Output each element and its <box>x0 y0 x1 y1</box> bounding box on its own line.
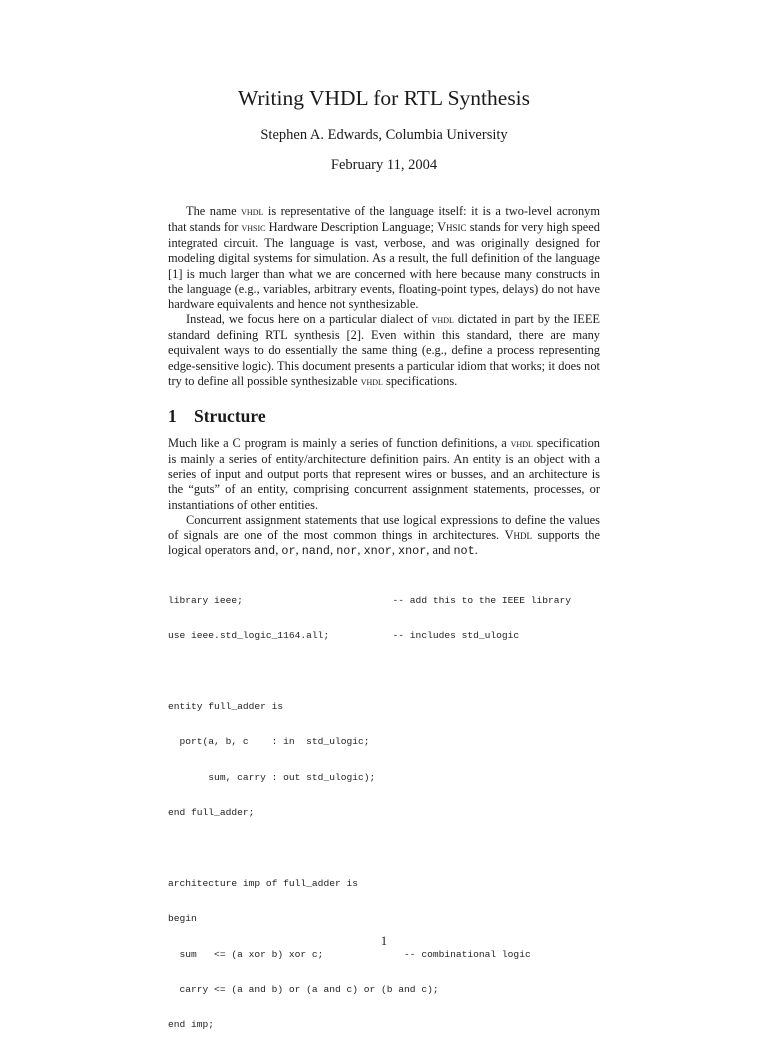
code-line: port(a, b, c : in std_ulogic; <box>168 736 370 748</box>
text-run: specifications. <box>382 373 458 388</box>
code-line: architecture imp of full_adder is <box>168 877 358 889</box>
code-line: library ieee; -- add this to the IEEE library <box>168 594 572 606</box>
introduction <box>168 204 600 390</box>
text-run: supports the logical operators <box>168 527 600 558</box>
code-line: carry <= (a and b) or (a and c) or (b and c); <box>168 983 439 995</box>
acronym-vhdl: Vhdl <box>504 527 533 542</box>
text-run: is representative of the language itself: it is a two-level acronym that stands for <box>168 204 600 235</box>
text-run: . <box>474 543 478 558</box>
code-line: sum, carry : out std_ulogic); <box>168 771 376 783</box>
text-run: Hardware Description Language; <box>265 220 438 235</box>
operator-nor: nor <box>336 544 358 559</box>
section-heading-structure <box>168 405 266 427</box>
text-run: specification is mainly a series of entity/architecture definition pairs. An entity is an object with a series of input and output ports that represent wires or busses, and an architecture is the “guts” of an entity, comprising concurrent assignment statements, processes, or instantiations of other entities. <box>168 436 600 512</box>
code-line: sum <= (a xor b) xor c; -- combinational logic <box>168 948 531 960</box>
text-run: Concurrent assignment statements that use logical expressions to define the values of signals are one of the most common things in architectures. <box>168 512 600 542</box>
code-line: end full_adder; <box>168 806 255 818</box>
structure-paragraph-1 <box>168 436 600 513</box>
intro-paragraph-2 <box>168 312 600 390</box>
acronym-vhdl: vhdl <box>431 314 454 327</box>
code-line <box>168 842 571 854</box>
operator-nand: nand <box>301 544 330 559</box>
text-run: The name <box>186 204 242 218</box>
acronym-vhdl: vhdl <box>241 206 264 218</box>
section-structure-body <box>168 436 600 559</box>
operator-or: or <box>281 544 296 559</box>
text-run: , <box>391 543 399 558</box>
document-page <box>168 0 600 1031</box>
operator-and: and <box>254 544 276 559</box>
intro-paragraph-1 <box>168 204 600 312</box>
acronym-vhdl: vhdl <box>360 375 383 388</box>
text-run: , <box>275 543 282 558</box>
operator-xnor: xnor <box>398 544 427 559</box>
section-title: Structure <box>194 406 266 426</box>
section-number: 1 <box>168 406 177 426</box>
operator-not: not <box>453 544 475 559</box>
acronym-vhsic: vhsic <box>241 222 266 235</box>
acronym-vhsic: Vhsic <box>437 220 467 235</box>
document-date: February 11, 2004 <box>330 157 438 173</box>
code-line <box>168 665 571 677</box>
text-run: , <box>329 543 337 558</box>
code-line: entity full_adder is <box>168 700 284 712</box>
text-run: , <box>295 543 302 558</box>
code-line: end imp; <box>168 1019 215 1031</box>
operator-xnor: xnor <box>363 544 392 559</box>
code-line: use ieee.std_logic_1164.all; -- includes std_ulogic <box>168 629 520 641</box>
document-author: Stephen A. Edwards, Columbia University <box>260 127 508 143</box>
text-run: Instead, we focus here on a particular dialect of <box>186 312 432 327</box>
text-run: Much like a C program is mainly a series of function definitions, a <box>168 436 511 450</box>
text-run: , <box>357 543 364 558</box>
text-run: stands for very high speed integrated circuit. The language is vast, verbose, and was originally designed for modeling digital systems for simulation. As a result, the full definition of the language [1] is much larger than what we are concerned with here because many constructs in the language (e.g., variables, arbitrary events, floating-point types, delays) do not have hardware equivalents and hence not synthesizable. <box>168 220 600 311</box>
code-listing-full-adder <box>168 571 571 1055</box>
page-number: 1 <box>380 934 388 948</box>
text-run: , and <box>426 543 454 558</box>
acronym-vhdl: vhdl <box>510 438 533 450</box>
document-title: Writing VHDL for RTL Synthesis <box>237 86 531 110</box>
structure-paragraph-2 <box>168 513 600 559</box>
text-run: dictated in part by the IEEE standard defining RTL synthesis [2]. Even within this standard, there are many equivalent ways to do essentially the same thing (e.g., define a process representing edge-sensitive logic). This document presents a particular idiom that works; it does not try to define all possible synthesizable <box>168 312 600 388</box>
code-line: begin <box>168 913 197 925</box>
